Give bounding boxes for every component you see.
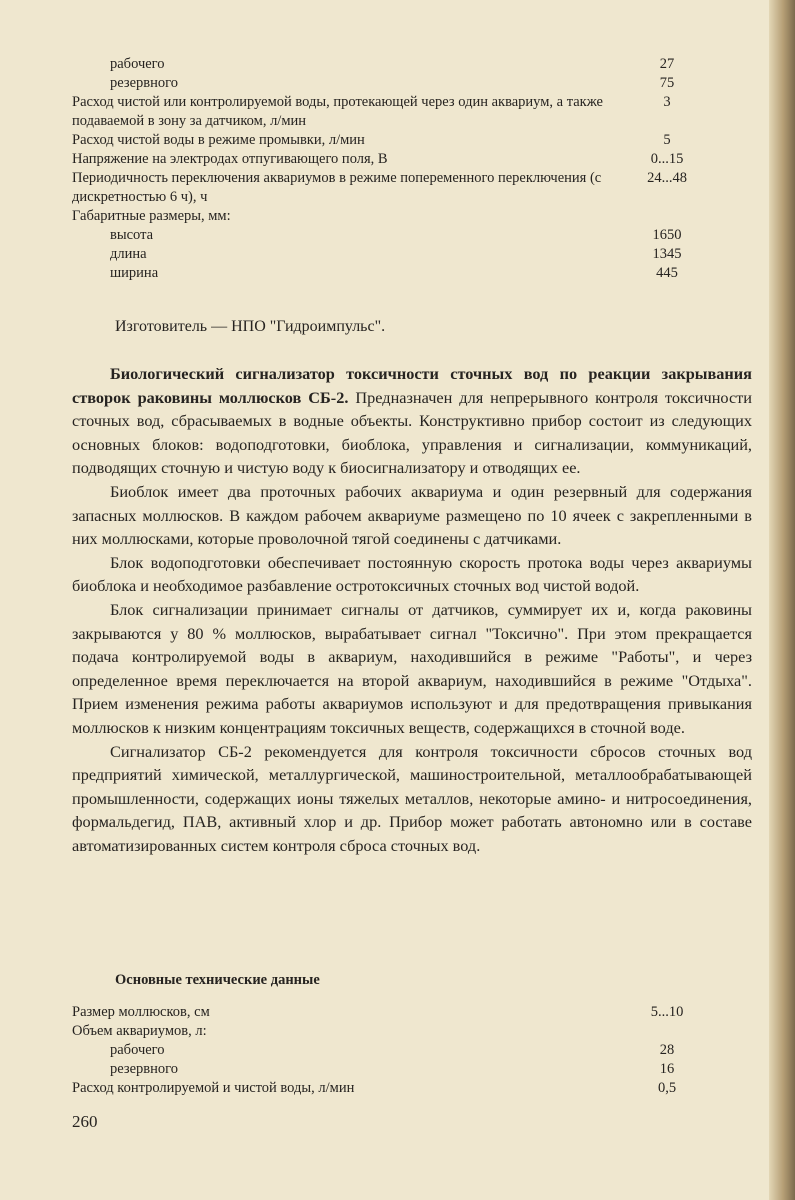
- paragraph-water-prep: Блок водоподготовки обеспечивает постоянную скорость протока воды через аквариумы биоблока и необходимое разбавление остротоксичных сточных вод чистой водой.: [72, 552, 752, 596]
- intro-paragraph: [72, 362, 752, 480]
- paragraph-signal-block: Блок сигнализации принимает сигналы от датчиков, суммирует их и, когда раковины закрываются у 80 % моллюсков, вырабатывает сигнал "Токсично". При этом прекращается подача контролируемой воды в аквариум, находившийся в режиме "Работы", и через определенное время переключается на второй аквариум, находившийся в режиме "Отдыха". Прием изменения режима работы аквариумов используют и для предотвращения привыкания моллюсков к низким концентрациям токсичных веществ, содержащихся в сточной воде.: [72, 599, 752, 737]
- manufacturer-line: Изготовитель — НПО "Гидроимпульс".: [115, 318, 386, 335]
- spec-row: [72, 150, 702, 169]
- description-text: [72, 362, 752, 857]
- spec-label: длина: [110, 246, 147, 262]
- spec-label: рабочего: [110, 1042, 165, 1058]
- section-title: Основные технические данные: [115, 972, 320, 988]
- spec-row: [72, 1041, 702, 1060]
- spec-label: резервного: [110, 1061, 178, 1077]
- spec-value: 28: [659, 1042, 675, 1058]
- spec-value: 3: [663, 94, 671, 110]
- spec-value: 1345: [652, 246, 682, 262]
- spec-row: [72, 1060, 702, 1079]
- spec-value: 5: [663, 132, 671, 148]
- spec-value: 16: [659, 1061, 675, 1077]
- spec-label: Габаритные размеры, мм:: [72, 208, 231, 224]
- spec-row: [72, 264, 702, 283]
- spec-row: [72, 1079, 702, 1098]
- spec-row: [72, 169, 702, 207]
- spec-value: 445: [656, 265, 678, 281]
- spec-value: 0,5: [657, 1080, 677, 1096]
- spec-row: [72, 1003, 702, 1022]
- spec-label: рабочего: [110, 56, 165, 72]
- spec-label: Размер моллюсков, см: [72, 1004, 210, 1020]
- page-number: 260: [72, 1112, 98, 1131]
- spec-row: [72, 93, 702, 131]
- intro-rest: Предназначен для непрерывного контроля токсичности сточных вод, сбрасываемых в водные объекты. Конструктивно прибор состоит из следующих основных блоков: водоподготовки, биоблока, управления и сигнализации, коммуникаций, подводящих сточную и чистую воду к биосигнализатору и отводящих ее.: [72, 387, 753, 478]
- paragraph-usage: Сигнализатор СБ-2 рекомендуется для контроля токсичности сбросов сточных вод предприятий химической, металлургической, машиностроительной, металлообрабатывающей промышленности, содержащих ионы тяжелых металлов, некоторые амино- и нитросоединения, формальдегид, ПАВ, активный хлор и др. Прибор может работать автономно или в составе автоматизированных систем контроля сброса сточных вод.: [72, 741, 752, 855]
- paragraph-bioblock: Биоблок имеет два проточных рабочих аквариума и один резервный для содержания запасных моллюсков. В каждом рабочем аквариуме размещено по 10 ячеек с закрепленными в них моллюсками, которые проволочной тягой соединены с датчиками.: [72, 481, 752, 549]
- spec-label: высота: [110, 227, 154, 243]
- spec-row: [72, 131, 702, 150]
- spec-row: [72, 245, 702, 264]
- spec-label: Периодичность переключения аквариумов в режиме попеременного переключения (с дискретностью 6 ч), ч: [72, 170, 602, 205]
- spec-label: Напряжение на электродах отпугивающего поля, В: [72, 151, 388, 167]
- spec-value: 75: [659, 75, 675, 91]
- spec-row: [72, 1022, 702, 1041]
- spec-label: ширина: [110, 265, 159, 281]
- spec-label: Расход чистой или контролируемой воды, протекающей через один аквариум, а также подаваемой в зону за датчиком, л/мин: [72, 94, 603, 129]
- bottom-spec-table: [72, 1003, 702, 1098]
- spec-value: 5...10: [650, 1004, 684, 1020]
- spec-row: [72, 226, 702, 245]
- top-spec-table: [72, 55, 702, 283]
- spec-label: Расход контролируемой и чистой воды, л/мин: [72, 1080, 355, 1096]
- spec-value: 1650: [652, 227, 682, 243]
- spec-label: Расход чистой воды в режиме промывки, л/мин: [72, 132, 365, 148]
- spec-label: Объем аквариумов, л:: [72, 1023, 207, 1039]
- spec-row: [72, 55, 702, 74]
- device-title: Биологический сигнализатор токсичности сточных вод по реакции закрывания створок раковины моллюсков СБ-2.: [72, 364, 752, 407]
- spec-value: 24...48: [647, 170, 687, 186]
- spec-value: 0...15: [650, 151, 684, 167]
- spec-label: резервного: [110, 75, 178, 91]
- spec-row: [72, 74, 702, 93]
- spec-row: [72, 207, 702, 226]
- spec-value: 27: [659, 56, 675, 72]
